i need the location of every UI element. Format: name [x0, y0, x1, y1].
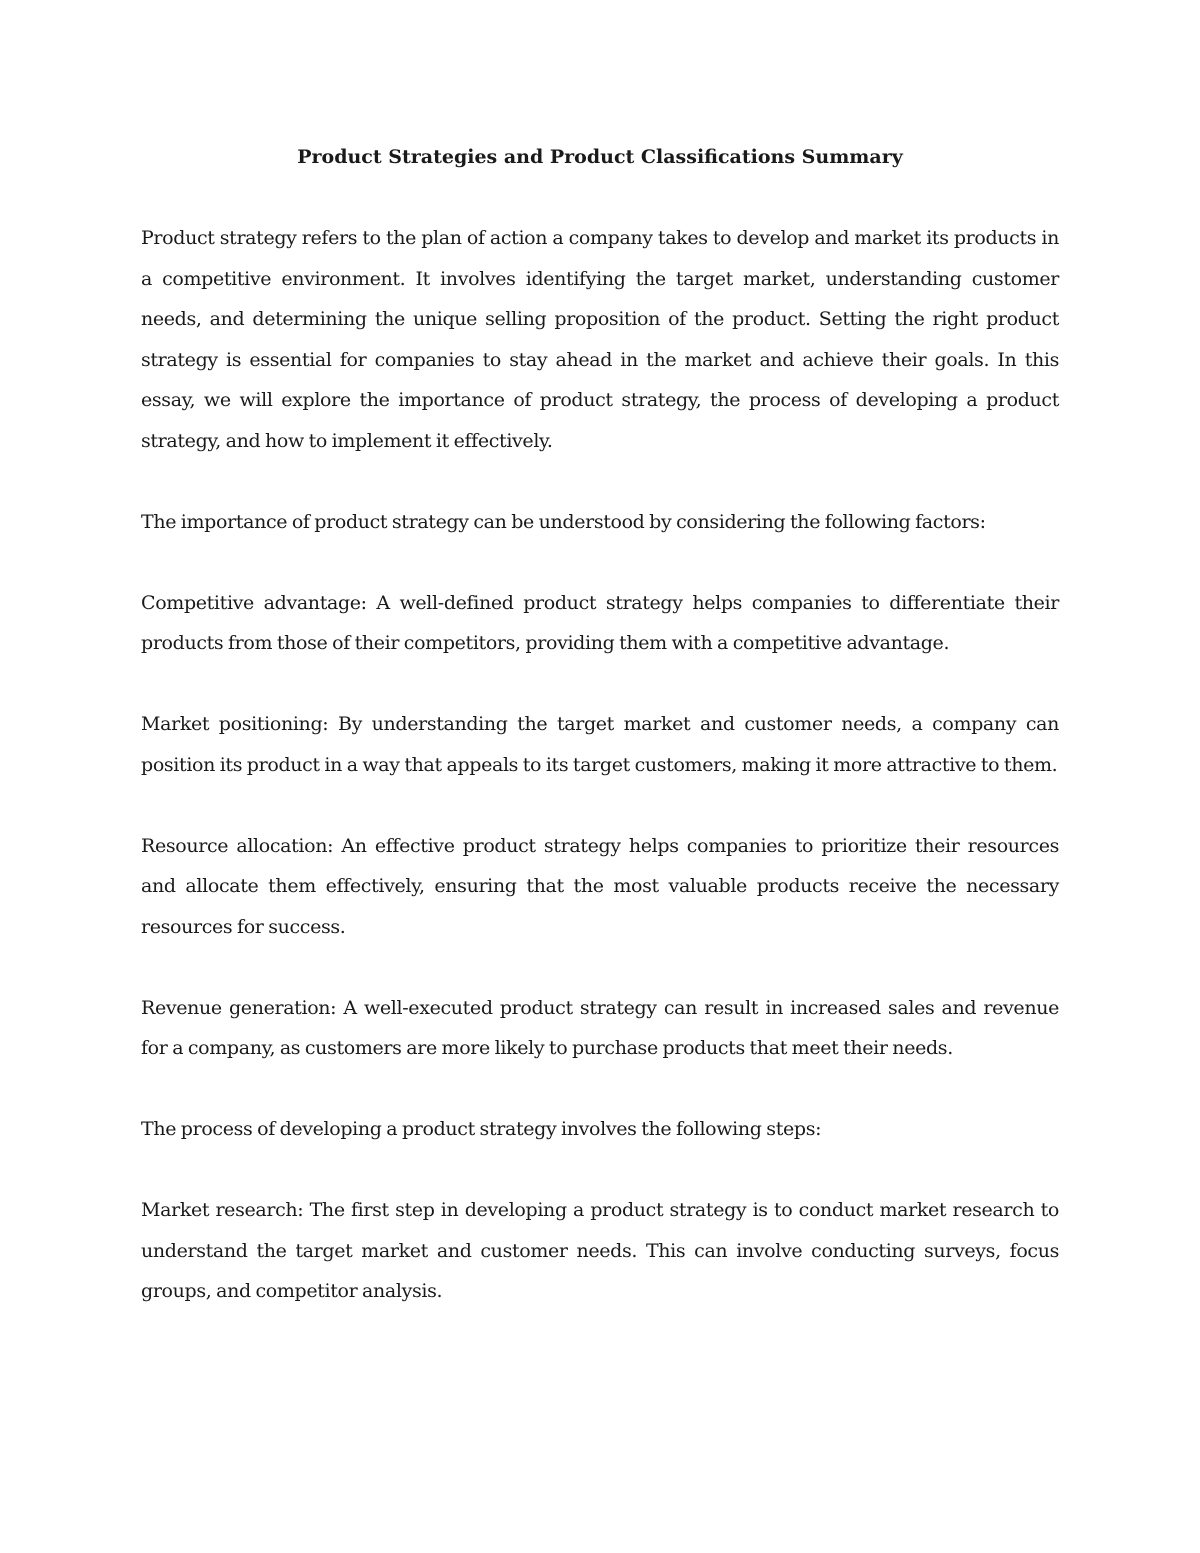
- paragraph-intro: Product strategy refers to the plan of action a company takes to develop and market its products in a competitive environment. It involves identifying the target market, understanding customer needs, and determining the unique selling proposition of the product. Setting the right product strategy is essential for companies to stay ahead in the market and achieve their goals. In this essay, we will explore the importance of product strategy, the process of developing a product strategy, and how to implement it effectively.: [141, 227, 1059, 452]
- paragraph-process-lead: The process of developing a product strategy involves the following steps:: [141, 1118, 822, 1140]
- paragraph-market-positioning: Market positioning: By understanding the target market and customer needs, a company can position its product in a way that appeals to its target customers, making it more attractive to them.: [141, 713, 1059, 776]
- paragraph-resource-allocation: Resource allocation: An effective product strategy helps companies to prioritize their resources and allocate them effectively, ensuring that the most valuable products receive the necessary resources for success.: [141, 834, 1059, 938]
- document-body: [141, 218, 1059, 1312]
- document-title: Product Strategies and Product Classifications Summary: [297, 146, 903, 168]
- paragraph-competitive-advantage: Competitive advantage: A well-defined product strategy helps companies to differentiate their products from those of their competitors, providing them with a competitive advantage.: [141, 591, 1059, 654]
- paragraph-importance-lead: The importance of product strategy can be understood by considering the following factors:: [141, 510, 986, 533]
- paragraph-revenue-generation: Revenue generation: A well-executed product strategy can result in increased sales and revenue for a company, as customers are more likely to purchase products that meet their needs.: [141, 996, 1059, 1059]
- paragraph-market-research: Market research: The first step in developing a product strategy is to conduct market research to understand the target market and customer needs. This can involve conducting surveys, focus groups, and competitor analysis.: [141, 1199, 1059, 1302]
